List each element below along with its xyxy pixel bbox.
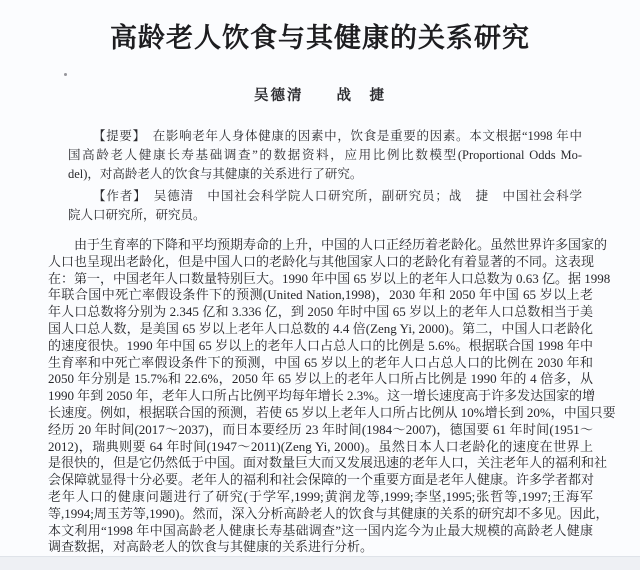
body-text-line: 的速度很快。1990 年中国 65 岁以上的老年人口占总人口的比例是 5.6%。根据联合国 1998 年中 bbox=[48, 337, 593, 353]
abstract-line: 【提要】 在影响老年人身体健康的因素中，饮食是重要的因素。本文根据“1998 年中 bbox=[93, 129, 582, 143]
abstract-line: 国高龄老人健康长寿基础调查”的数据资料，应用比例比数模型(Proportional Odds Mo- bbox=[68, 148, 582, 162]
page-title: 高龄老人饮食与其健康的关系研究 bbox=[110, 23, 530, 53]
body-text-line: 在：第一，中国老年人口数量特别巨大。1990 年中国 65 岁以上的老年人口总数为 0.63 亿。据 1998 bbox=[48, 270, 611, 286]
body-text-line: 老年人口的健康问题进行了研究(于学军,1999;黄润龙等,1999;李坚,1995;张哲等,1997;王海军 bbox=[48, 488, 593, 504]
body-text-line: 是很快的，但是它仍然低于中国。面对数量巨大而又发展迅速的老年人口，关注老年人的福利和社 bbox=[48, 455, 608, 471]
author-note-line: 院人口研究所，研究员。 bbox=[68, 208, 206, 222]
body-text-line: 1990 年到 2050 年，老年人口所占比例平均每年增长 2.3%。这一增长速度高于许多发达国家的增 bbox=[48, 388, 596, 404]
body-text-line: 人口也呈现出老龄化，但是中国人口的老龄化与其他国家人口的老龄化有着显著的不同。这表现 bbox=[48, 253, 595, 269]
body-text-line: 2050 年分别是 15.7%和 22.6%，2050 年 65 岁以上的老年人口所占比例是 1990 年的 4 倍多，从 bbox=[48, 371, 593, 387]
abstract-line: del)，对高龄老人的饮食与其健康的关系进行了研究。 bbox=[68, 167, 363, 181]
body-text-line: 年人口总数将分别为 2.345 亿和 3.336 亿，到 2050 年时中国 65 岁以上的老年人口总数相当于美 bbox=[48, 304, 593, 320]
authors-byline: 吴德清 战 捷 bbox=[254, 88, 386, 104]
abstract-section bbox=[68, 127, 582, 184]
body-text-line: 等,1994;周玉芳等,1990)。然而，深入分析高龄老人的饮食与其健康的关系的研究却不多见。因此， bbox=[48, 505, 609, 521]
body-paragraph bbox=[48, 237, 616, 556]
body-text-line: 由于生育率的下降和平均预期寿命的上升，中国的人口正经历着老龄化。虽然世界许多国家的 bbox=[74, 237, 608, 252]
author-note-section bbox=[68, 187, 582, 225]
scan-speck-artifact bbox=[64, 73, 67, 76]
body-text-line: 国人口总人数，是美国 65 岁以上老年人口总数的 4.4 倍(Zeng Yi, 2000)。第二，中国人口老龄化 bbox=[48, 320, 593, 336]
body-text-line: 会保障就显得十分必要。老年人的福利和社会保障的一个重要方面是老年人健康。许多学者都对 bbox=[48, 472, 595, 488]
body-text-line: 2012)，瑞典则要 64 年时间(1947～2011)(Zeng Yi, 2000)。虽然日本人口老龄化的速度在世界上 bbox=[48, 438, 593, 454]
author-note-line: 【作者】 吴德清 中国社会科学院人口研究所，副研究员；战 捷 中国社会科学 bbox=[93, 189, 582, 203]
body-text-line: 本文利用“1998 年中国高龄老人健康长寿基础调查”这一国内迄今为止最大规模的高龄老人健康 bbox=[48, 522, 593, 538]
page-bottom-margin bbox=[0, 558, 640, 570]
body-text-line: 长速度。例如，根据联合国的预测，若使 65 岁以上老年人口所占比例从 10%增长到 20%，中国只要 bbox=[48, 404, 616, 420]
body-text-line: 调查数据，对高龄老人的饮食与其健康的关系进行分析。 bbox=[48, 539, 374, 555]
body-text-line: 年联合国中死亡率假设条件下的预测(United Nation,1998)，2030 年和 2050 年中国 65 岁以上老 bbox=[48, 287, 593, 303]
body-text-line: 经历 20 年时间(2017～2037)，而日本要经历 23 年时间(1984～2007)，德国要 61 年时间(1951～ bbox=[48, 421, 593, 437]
body-text-line: 生育率和中死亡率假设条件下的预测，中国 65 岁以上的老年人口占总人口的比例在 2030 年和 bbox=[48, 354, 593, 370]
